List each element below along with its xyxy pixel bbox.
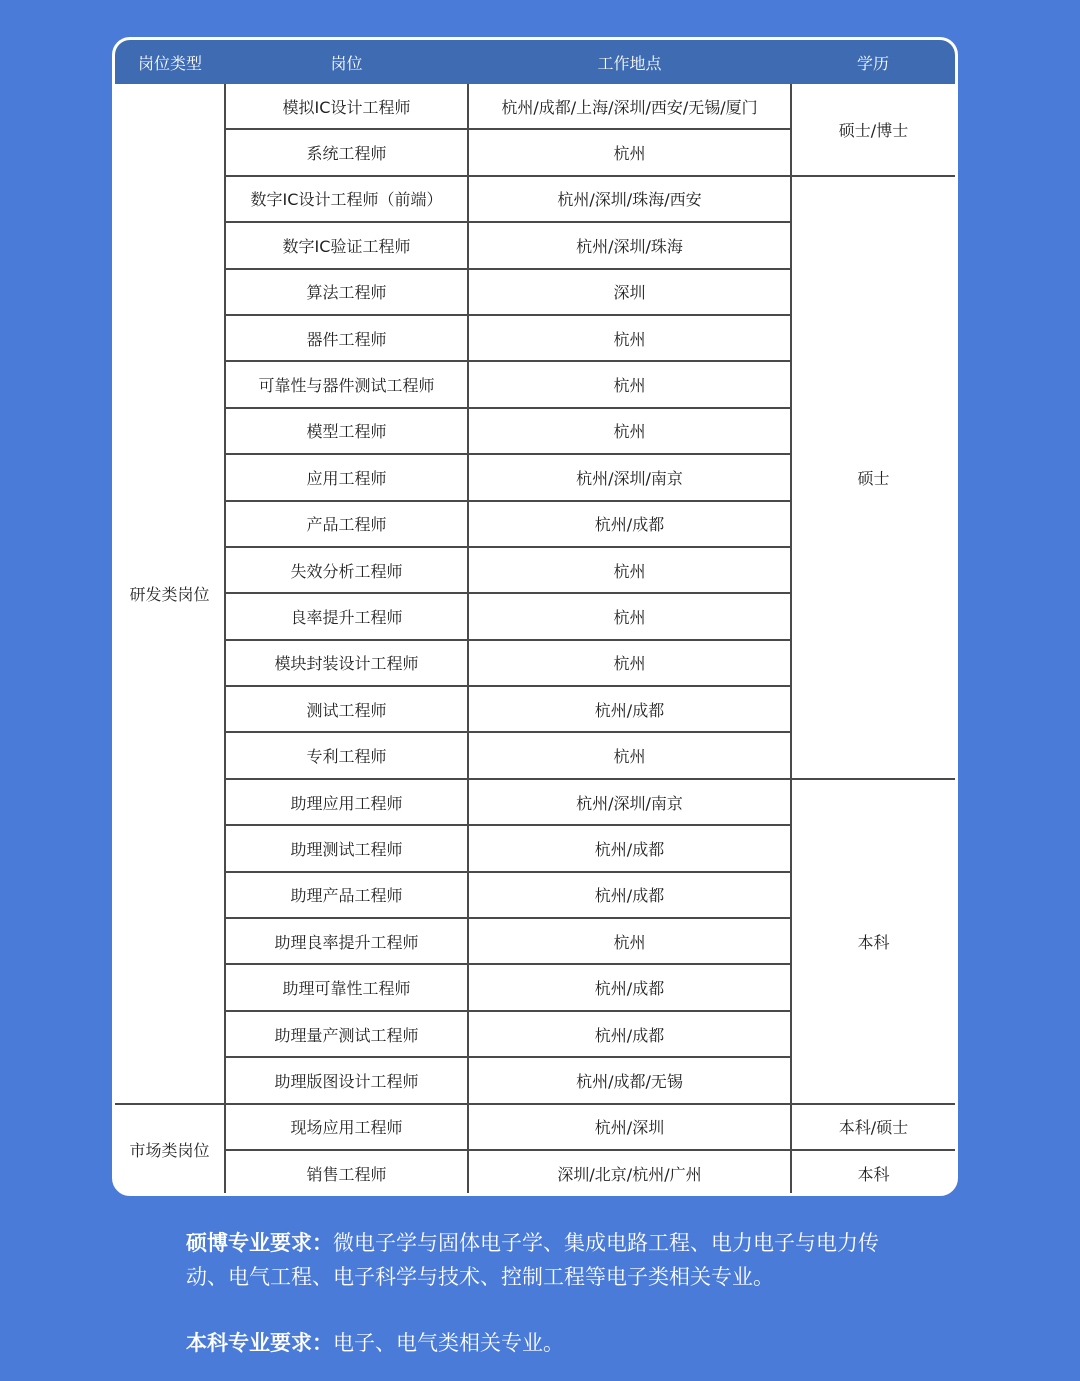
table-row [115,1104,955,1150]
location-cell: 杭州/成都 [468,1011,791,1057]
position-cell: 助理测试工程师 [225,825,468,871]
position-cell: 助理量产测试工程师 [225,1011,468,1057]
position-cell: 产品工程师 [225,501,468,547]
position-cell: 模拟IC设计工程师 [225,84,468,129]
education-cell: 硕士 [791,176,955,779]
location-cell: 深圳/北京/杭州/广州 [468,1150,791,1195]
position-cell: 数字IC验证工程师 [225,222,468,268]
location-cell: 杭州 [468,918,791,964]
table-header-row [115,40,955,84]
position-cell: 模块封装设计工程师 [225,640,468,686]
job-table-card [112,37,958,1196]
table-row [115,1150,955,1195]
position-cell: 专利工程师 [225,732,468,778]
masters-requirement-text: 微电子学与固体电子学、集成电路工程、电力电子与电力传动、电气工程、电子科学与技术、控制工程等电子类相关专业。 [186,1231,879,1289]
position-cell: 失效分析工程师 [225,547,468,593]
education-cell: 本科 [791,1150,955,1195]
position-cell: 助理应用工程师 [225,779,468,825]
education-cell: 硕士/博士 [791,84,955,176]
position-cell: 算法工程师 [225,269,468,315]
position-cell: 助理可靠性工程师 [225,964,468,1010]
bachelor-requirement-text: 电子、电气类相关专业。 [333,1331,564,1355]
header-category: 岗位类型 [115,40,225,84]
location-cell: 杭州 [468,593,791,639]
position-cell: 系统工程师 [225,129,468,175]
location-cell: 杭州 [468,408,791,454]
requirements-notes [186,1226,906,1360]
education-cell: 本科/硕士 [791,1104,955,1150]
header-education: 学历 [791,40,955,84]
position-cell: 模型工程师 [225,408,468,454]
location-cell: 杭州/深圳/珠海 [468,222,791,268]
location-cell: 杭州 [468,315,791,361]
location-cell: 杭州 [468,640,791,686]
table-row [115,84,955,129]
education-cell: 本科 [791,779,955,1104]
header-location: 工作地点 [468,40,791,84]
job-table [115,40,955,1196]
position-cell: 测试工程师 [225,686,468,732]
header-position: 岗位 [225,40,468,84]
location-cell: 杭州/成都 [468,825,791,871]
position-cell: 器件工程师 [225,315,468,361]
position-cell: 数字IC设计工程师（前端） [225,176,468,222]
category-cell: 研发类岗位 [115,84,225,1104]
bachelor-requirement-label: 本科专业要求： [186,1331,333,1355]
position-cell: 助理产品工程师 [225,872,468,918]
position-cell: 可靠性与器件测试工程师 [225,361,468,407]
location-cell: 杭州/成都 [468,872,791,918]
masters-requirement [186,1226,906,1294]
location-cell: 杭州 [468,732,791,778]
location-cell: 杭州/成都 [468,501,791,547]
location-cell: 杭州/深圳 [468,1104,791,1150]
location-cell: 杭州/成都/无锡 [468,1057,791,1103]
location-cell: 杭州 [468,129,791,175]
location-cell: 杭州 [468,361,791,407]
location-cell: 杭州/深圳/珠海/西安 [468,176,791,222]
position-cell: 现场应用工程师 [225,1104,468,1150]
location-cell: 深圳 [468,269,791,315]
location-cell: 杭州/深圳/南京 [468,454,791,500]
location-cell: 杭州/成都/上海/深圳/西安/无锡/厦门 [468,84,791,129]
location-cell: 杭州/深圳/南京 [468,779,791,825]
location-cell: 杭州/成都 [468,686,791,732]
position-cell: 良率提升工程师 [225,593,468,639]
location-cell: 杭州 [468,547,791,593]
category-cell: 市场类岗位 [115,1104,225,1196]
table-row [115,176,955,222]
position-cell: 销售工程师 [225,1150,468,1195]
bachelor-requirement [186,1326,906,1360]
masters-requirement-label: 硕博专业要求： [186,1231,333,1255]
position-cell: 助理版图设计工程师 [225,1057,468,1103]
position-cell: 应用工程师 [225,454,468,500]
location-cell: 杭州/成都 [468,964,791,1010]
table-row [115,779,955,825]
position-cell: 助理良率提升工程师 [225,918,468,964]
